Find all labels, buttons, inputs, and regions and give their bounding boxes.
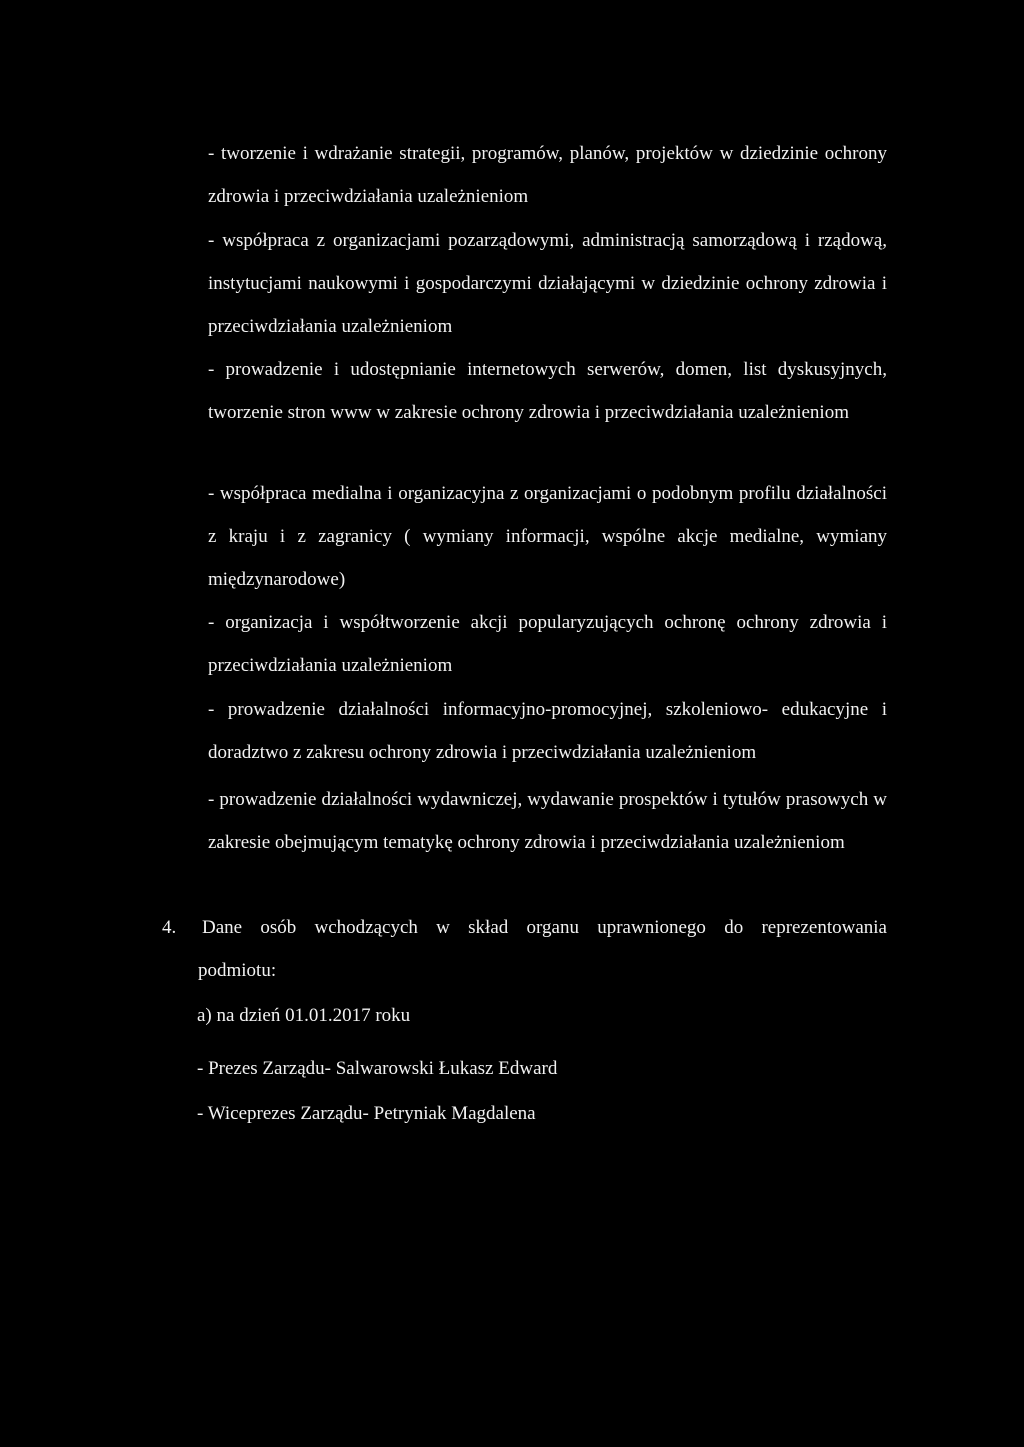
activity-item-co-creation: - organizacja i współtworzenie akcji popularyzujących ochronę ochrony zdrowia i przeciwdziałania uzależnieniom [208, 612, 887, 676]
activity-item-promotion: - prowadzenie działalności informacyjno-promocyjnej, szkoleniowo- edukacyjne i doradztwo z zakresu ochrony zdrowia i przeciwdziałania uzależnieniom [208, 699, 887, 763]
section-4 [162, 906, 887, 992]
date-line: a) na dzień 01.01.2017 roku [197, 1005, 411, 1026]
section-4-title: Dane osób wchodzących w skład organu uprawnionego do reprezentowania [202, 917, 887, 938]
board-member-vice-president: - Wiceprezes Zarządu- Petryniak Magdalena [197, 1103, 536, 1124]
section-4-number: 4. [162, 917, 177, 938]
activity-item-internet: - prowadzenie i udostępnianie internetowych serwerów, domen, list dyskusyjnych, tworzenie stron www w zakresie ochrony zdrowia i przeciwdziałania uzależnieniom [208, 359, 887, 423]
board-member-president: - Prezes Zarządu- Salwarowski Łukasz Edward [197, 1058, 558, 1079]
activity-item-publishing: - prowadzenie działalności wydawniczej, wydawanie prospektów i tytułów prasowych w zakresie obejmującym tematykę ochrony zdrowia i przeciwdziałania uzależnieniom [208, 789, 887, 853]
section-4-title-continuation: podmiotu: [198, 960, 277, 981]
activity-item-media-cooperation: - współpraca medialna i organizacyjna z organizacjami o podobnym profilu działalności z kraju i z zagranicy ( wymiany informacji, wspólne akcje medialne, wymiany międzynarodowe) [208, 483, 887, 590]
activity-item-cooperation: - współpraca z organizacjami pozarządowymi, administracją samorządową i rządową, instytucjami naukowymi i gospodarczymi działającymi w dziedzinie ochrony zdrowia i przeciwdziałania uzależnieniom [208, 230, 887, 337]
activity-item-strategy: - tworzenie i wdrażanie strategii, programów, planów, projektów w dziedzinie ochrony zdrowia i przeciwdziałania uzależnieniom [208, 143, 887, 207]
section-4-heading [162, 906, 887, 949]
